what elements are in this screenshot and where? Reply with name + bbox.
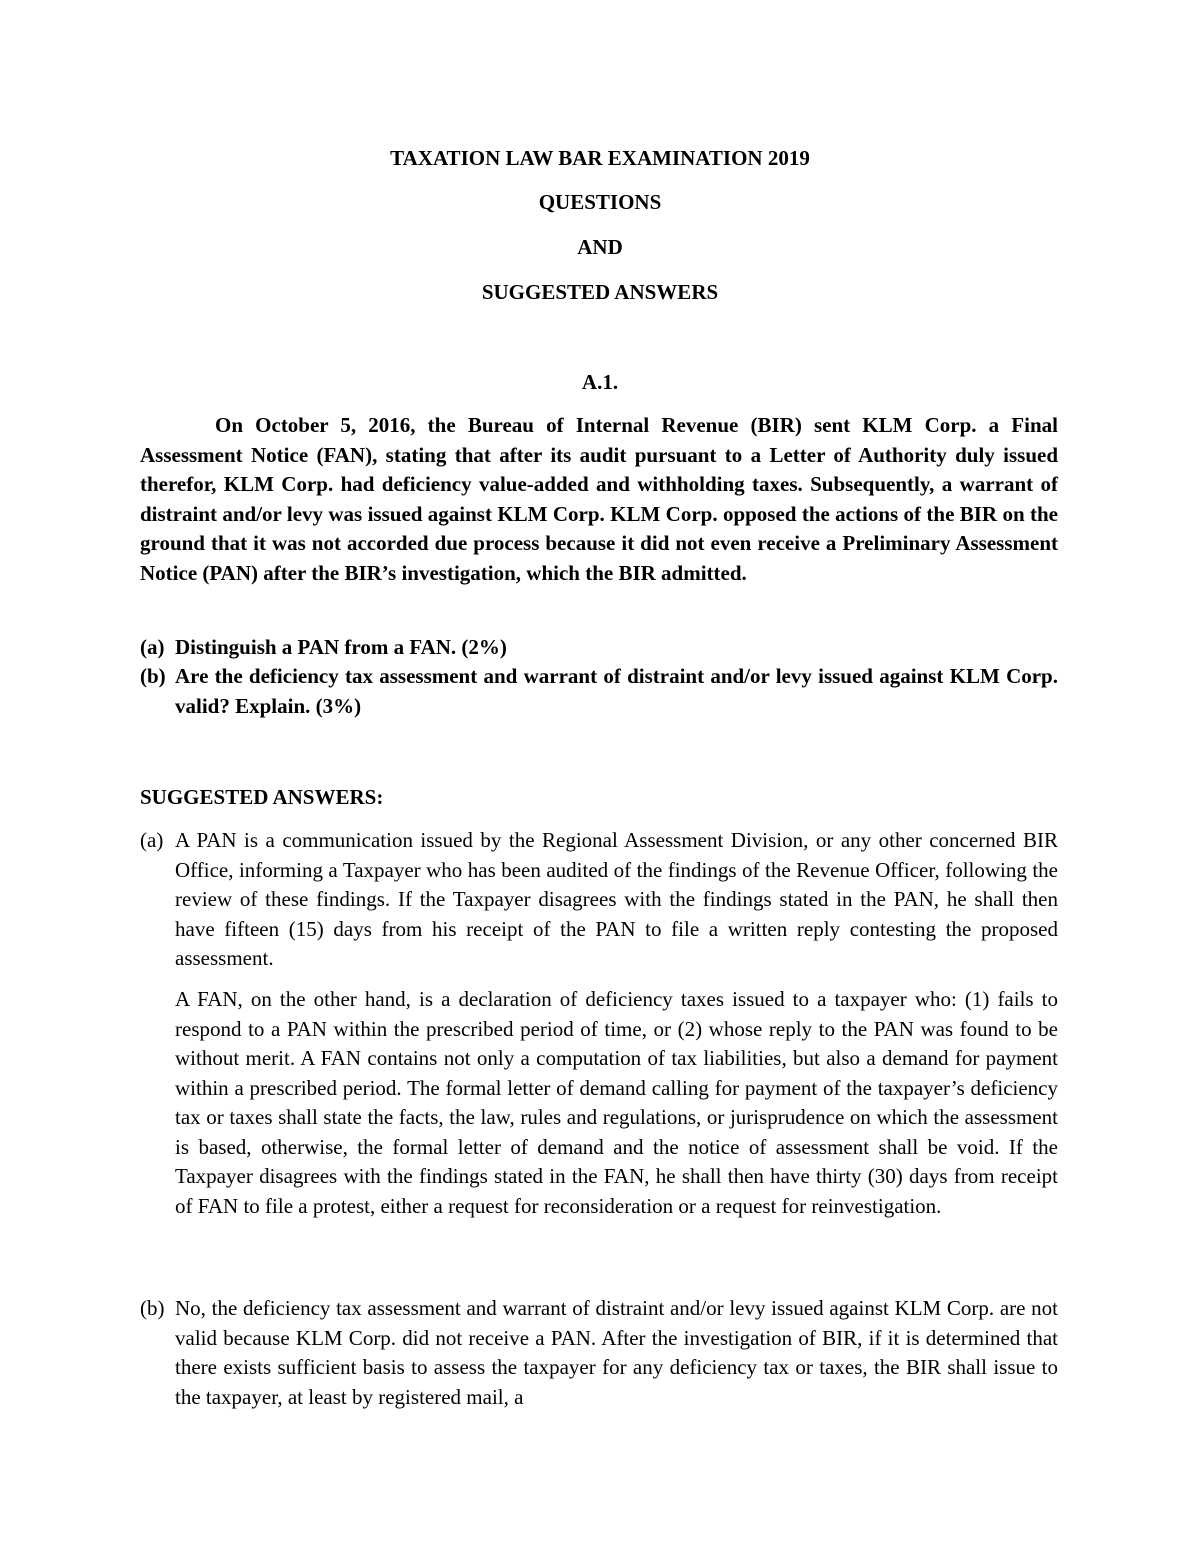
- answer-a: [140, 826, 1058, 974]
- answer-marker: (b): [140, 1296, 165, 1320]
- sub-question-a: [140, 633, 1058, 663]
- document-subtitle-and: AND: [577, 235, 623, 259]
- sub-question-text: Are the deficiency tax assessment and warrant of distraint and/or levy issued against KLM Corp. valid? Explain. (3%): [175, 664, 1058, 718]
- answer-marker: (a): [140, 828, 164, 852]
- answer-text: No, the deficiency tax assessment and warrant of distraint and/or levy issued against KLM Corp. are not valid because KLM Corp. did not receive a PAN. After the investigation of BIR, if it is determined that there exists sufficient basis to assess the taxpayer for any deficiency tax or taxes, the BIR shall issue to the taxpayer, at least by registered mail, a: [175, 1296, 1058, 1409]
- document-subtitle-suggested-answers: SUGGESTED ANSWERS: [481, 280, 719, 304]
- sub-question-marker: (a): [140, 635, 165, 659]
- document-subtitle-questions: QUESTIONS: [538, 190, 662, 214]
- suggested-answers-heading: SUGGESTED ANSWERS:: [140, 785, 384, 809]
- document-title: TAXATION LAW BAR EXAMINATION 2019: [390, 146, 810, 170]
- sub-question-marker: (b): [140, 664, 166, 688]
- question-number: A.1.: [581, 370, 619, 394]
- answer-text: A PAN is a communication issued by the Regional Assessment Division, or any other concerned BIR Office, informing a Taxpayer who has been audited of the findings of the Revenue Officer, following the review of these findings. If the Taxpayer disagrees with the findings stated in the PAN, he shall then have fifteen (15) days from his receipt of the PAN to file a written reply contesting the proposed assessment.: [175, 828, 1058, 970]
- answer-b: [140, 1294, 1058, 1412]
- sub-question-text: Distinguish a PAN from a FAN. (2%): [175, 635, 507, 659]
- sub-question-b: [140, 662, 1058, 721]
- answer-a-continuation: A FAN, on the other hand, is a declaration of deficiency taxes issued to a taxpayer who: (1) fails to respond to a PAN within the prescribed period of time, or (2) whose reply to the PAN was found to be without merit. A FAN contains not only a computation of tax liabilities, but also a demand for payment within a prescribed period. The formal letter of demand calling for payment of the taxpayer’s deficiency tax or taxes shall state the facts, the law, rules and regulations, or jurisprudence on which the assessment is based, otherwise, the formal letter of demand and the notice of assessment shall be void. If the Taxpayer disagrees with the findings stated in the FAN, he shall then have thirty (30) days from receipt of FAN to file a protest, either a request for reconsideration or a request for reinvestigation.: [175, 987, 1058, 1218]
- question-text: On October 5, 2016, the Bureau of Internal Revenue (BIR) sent KLM Corp. a Final Assessment Notice (FAN), stating that after its audit pursuant to a Letter of Authority duly issued therefor, KLM Corp. had deficiency value-added and withholding taxes. Subsequently, a warrant of distraint and/or levy was issued against KLM Corp. KLM Corp. opposed the actions of the BIR on the ground that it was not accorded due process because it did not even receive a Preliminary Assessment Notice (PAN) after the BIR’s investigation, which the BIR admitted.: [140, 413, 1058, 585]
